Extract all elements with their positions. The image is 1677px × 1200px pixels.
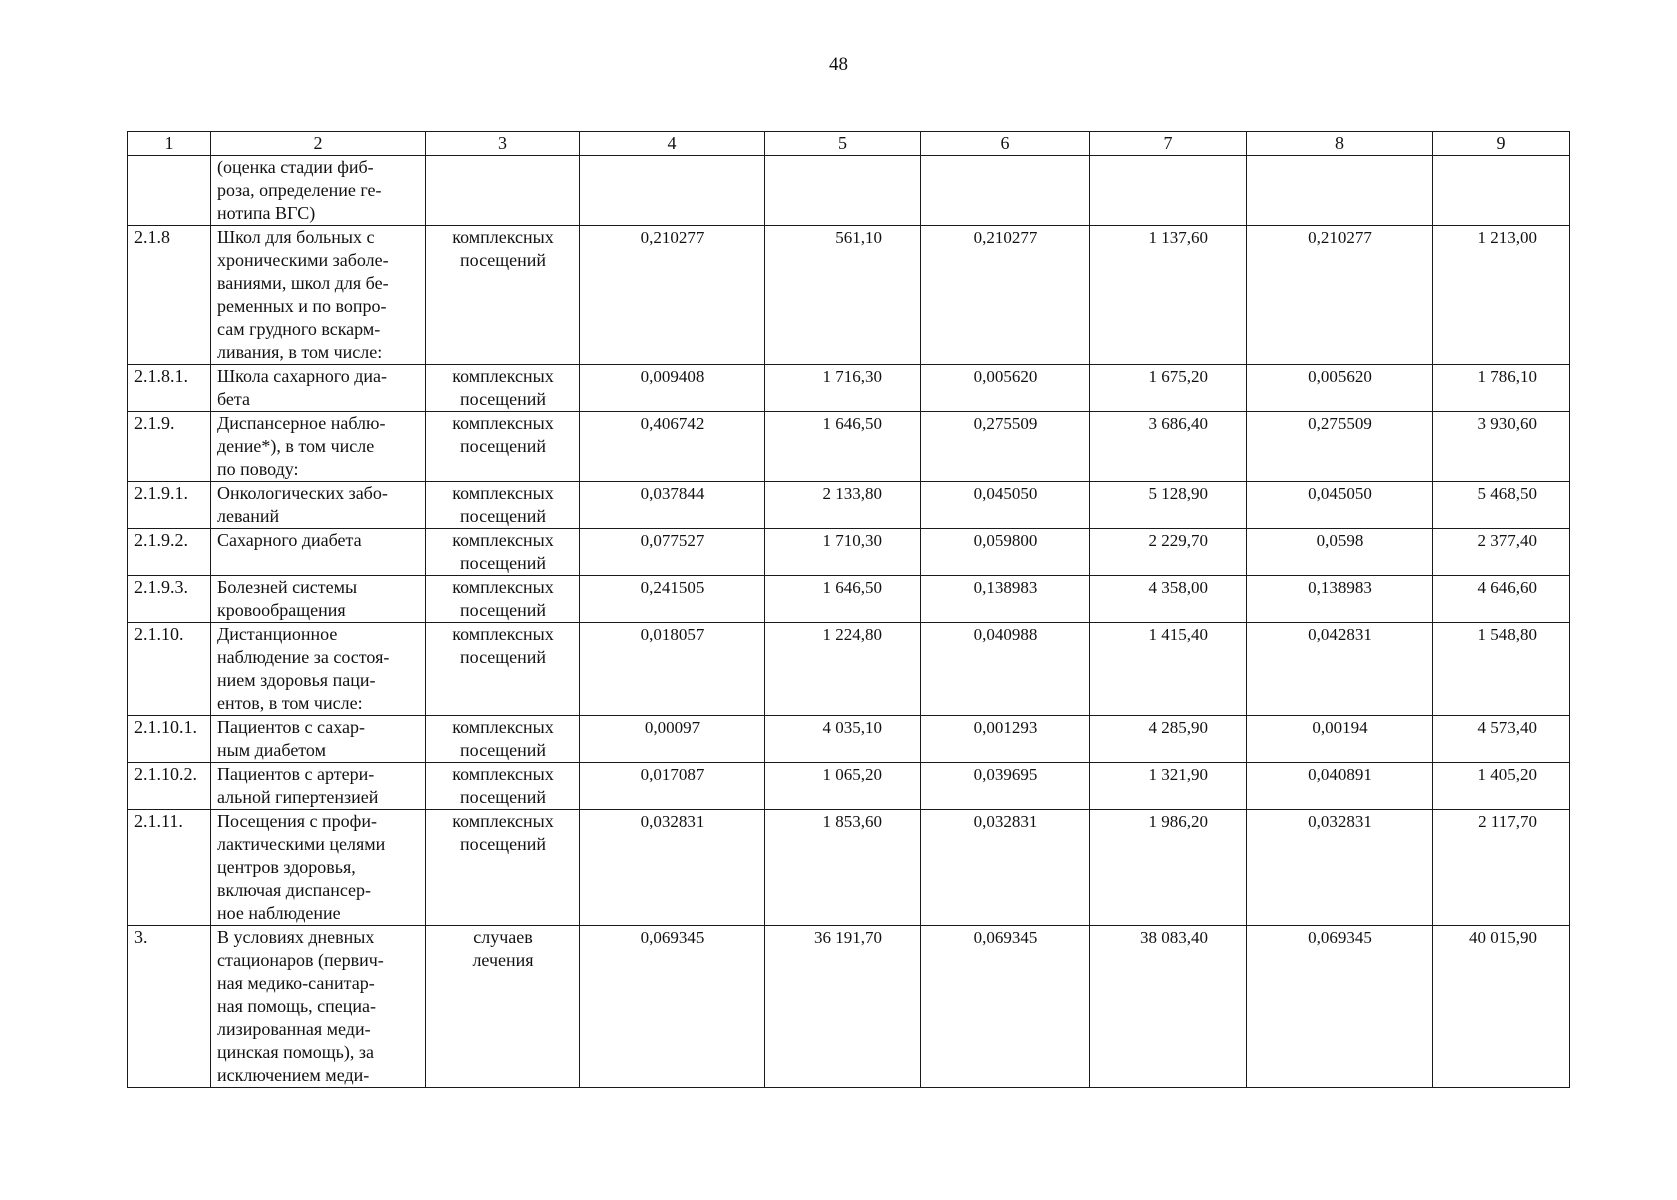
row-unit-cell xyxy=(426,226,580,365)
row-name-line: включая диспансер- xyxy=(217,880,372,900)
row-number-cell: 2.1.9. xyxy=(128,412,211,482)
row-value-cell: 0,210277 xyxy=(580,226,765,365)
row-value-cell: 1 321,90 xyxy=(1090,763,1247,810)
row-name-line: Школа сахарного диа- xyxy=(217,366,388,386)
row-value-cell: 0,069345 xyxy=(580,926,765,1088)
header-cell: 7 xyxy=(1090,132,1247,156)
row-name-line: бета xyxy=(217,389,250,409)
row-value-cell: 0,009408 xyxy=(580,365,765,412)
row-number-cell: 2.1.10.2. xyxy=(128,763,211,810)
row-value-cell xyxy=(765,156,921,226)
row-number-cell: 2.1.9.1. xyxy=(128,482,211,529)
table-row xyxy=(128,529,1570,576)
row-name-cell xyxy=(211,482,426,529)
header-cell: 2 xyxy=(211,132,426,156)
row-value-cell: 1 224,80 xyxy=(765,623,921,716)
row-unit-line: случаев xyxy=(473,927,533,947)
row-number-cell: 2.1.8 xyxy=(128,226,211,365)
table-row xyxy=(128,623,1570,716)
row-name-cell xyxy=(211,576,426,623)
row-name-line: Школ для больных с xyxy=(217,227,375,247)
row-value-cell: 40 015,90 xyxy=(1433,926,1570,1088)
row-value-cell: 4 285,90 xyxy=(1090,716,1247,763)
row-unit-line: посещений xyxy=(459,600,547,620)
data-table xyxy=(127,131,1570,1088)
row-name-cell xyxy=(211,810,426,926)
row-value-cell: 4 573,40 xyxy=(1433,716,1570,763)
row-value-cell: 2 117,70 xyxy=(1433,810,1570,926)
row-unit-line: посещений xyxy=(459,553,547,573)
row-value-cell: 0,00194 xyxy=(1247,716,1433,763)
row-name-line: Посещения с профи- xyxy=(217,811,377,831)
row-value-cell: 0,018057 xyxy=(580,623,765,716)
row-unit-cell xyxy=(426,810,580,926)
row-value-cell: 36 191,70 xyxy=(765,926,921,1088)
row-unit-cell xyxy=(426,716,580,763)
header-row xyxy=(128,132,1570,156)
row-value-cell xyxy=(1433,156,1570,226)
row-value-cell: 0,042831 xyxy=(1247,623,1433,716)
row-number-cell: 3. xyxy=(128,926,211,1088)
row-value-cell: 0,045050 xyxy=(1247,482,1433,529)
row-number-cell: 2.1.10.1. xyxy=(128,716,211,763)
row-name-cell xyxy=(211,156,426,226)
row-name-cell xyxy=(211,529,426,576)
row-name-line: стационаров (первич- xyxy=(217,950,384,970)
row-value-cell: 0,00097 xyxy=(580,716,765,763)
row-name-line: альной гипертензией xyxy=(217,787,379,807)
row-name-line: роза, определение ге- xyxy=(217,180,382,200)
row-value-cell: 5 128,90 xyxy=(1090,482,1247,529)
row-unit-line: посещений xyxy=(459,740,547,760)
row-name-line: сам грудного вскарм- xyxy=(217,319,381,339)
row-value-cell: 0,045050 xyxy=(921,482,1090,529)
row-name-cell xyxy=(211,763,426,810)
row-value-cell: 1 213,00 xyxy=(1433,226,1570,365)
row-value-cell: 1 710,30 xyxy=(765,529,921,576)
table-row xyxy=(128,365,1570,412)
table-row xyxy=(128,226,1570,365)
table-row xyxy=(128,576,1570,623)
row-unit-line: комплексных xyxy=(452,624,554,644)
row-value-cell: 3 686,40 xyxy=(1090,412,1247,482)
row-value-cell: 1 646,50 xyxy=(765,412,921,482)
row-name-line: дение*), в том числе xyxy=(217,436,375,456)
row-unit-line: посещений xyxy=(459,389,547,409)
row-value-cell: 2 133,80 xyxy=(765,482,921,529)
row-value-cell: 4 035,10 xyxy=(765,716,921,763)
row-name-line: кровообращения xyxy=(217,600,346,620)
page-number: 48 xyxy=(829,54,848,75)
row-value-cell: 0,001293 xyxy=(921,716,1090,763)
row-unit-line: посещений xyxy=(459,250,547,270)
row-value-cell: 1 675,20 xyxy=(1090,365,1247,412)
row-value-cell: 0,069345 xyxy=(1247,926,1433,1088)
row-name-cell xyxy=(211,412,426,482)
row-value-cell: 1 548,80 xyxy=(1433,623,1570,716)
row-unit-line: комплексных xyxy=(452,227,554,247)
row-value-cell: 0,032831 xyxy=(580,810,765,926)
table-row xyxy=(128,716,1570,763)
row-unit-line: лечения xyxy=(472,950,534,970)
row-unit-line: комплексных xyxy=(452,577,554,597)
row-value-cell: 1 646,50 xyxy=(765,576,921,623)
row-name-line: наблюдение за состоя- xyxy=(217,647,390,667)
row-name-line: леваний xyxy=(217,506,280,526)
row-unit-line: комплексных xyxy=(452,483,554,503)
table-row xyxy=(128,412,1570,482)
row-unit-cell xyxy=(426,482,580,529)
row-value-cell: 2 377,40 xyxy=(1433,529,1570,576)
row-value-cell: 1 786,10 xyxy=(1433,365,1570,412)
row-value-cell: 1 716,30 xyxy=(765,365,921,412)
row-name-line: по поводу: xyxy=(217,459,299,479)
row-name-line: ное наблюдение xyxy=(217,903,341,923)
row-name-line: ваниями, школ для бе- xyxy=(217,273,389,293)
row-value-cell: 0,210277 xyxy=(1247,226,1433,365)
header-cell: 3 xyxy=(426,132,580,156)
header-cell: 1 xyxy=(128,132,211,156)
header-cell: 4 xyxy=(580,132,765,156)
row-number-cell: 2.1.8.1. xyxy=(128,365,211,412)
row-name-line: Диспансерное наблю- xyxy=(217,413,386,433)
row-name-line: хроническими заболе- xyxy=(217,250,389,270)
row-name-line: нотипа ВГС) xyxy=(217,203,316,223)
row-name-cell xyxy=(211,226,426,365)
row-name-line: ным диабетом xyxy=(217,740,326,760)
row-value-cell xyxy=(921,156,1090,226)
row-value-cell: 1 853,60 xyxy=(765,810,921,926)
header-cell: 9 xyxy=(1433,132,1570,156)
row-value-cell: 1 137,60 xyxy=(1090,226,1247,365)
row-value-cell: 1 986,20 xyxy=(1090,810,1247,926)
row-value-cell: 0,059800 xyxy=(921,529,1090,576)
row-value-cell: 0,037844 xyxy=(580,482,765,529)
row-name-line: ентов, в том числе: xyxy=(217,693,363,713)
row-unit-line: комплексных xyxy=(452,764,554,784)
row-unit-cell xyxy=(426,623,580,716)
row-name-line: В условиях дневных xyxy=(217,927,375,947)
row-value-cell: 0,040988 xyxy=(921,623,1090,716)
row-name-line: Болезней системы xyxy=(217,577,358,597)
row-name-cell xyxy=(211,716,426,763)
row-name-line: (оценка стадии фиб- xyxy=(217,157,374,177)
row-value-cell: 0,138983 xyxy=(921,576,1090,623)
row-value-cell xyxy=(1090,156,1247,226)
header-cell: 8 xyxy=(1247,132,1433,156)
row-name-cell xyxy=(211,623,426,716)
row-value-cell: 1 415,40 xyxy=(1090,623,1247,716)
row-name-line: нием здоровья паци- xyxy=(217,670,376,690)
row-unit-line: комплексных xyxy=(452,530,554,550)
row-name-line: лизированная меди- xyxy=(217,1019,371,1039)
row-value-cell xyxy=(1247,156,1433,226)
row-value-cell: 5 468,50 xyxy=(1433,482,1570,529)
row-unit-line: комплексных xyxy=(452,366,554,386)
row-value-cell: 38 083,40 xyxy=(1090,926,1247,1088)
row-value-cell xyxy=(580,156,765,226)
row-name-line: цинская помощь), за xyxy=(217,1042,374,1062)
row-name-line: ременных и по вопро- xyxy=(217,296,387,316)
row-name-line: Онкологических забо- xyxy=(217,483,388,503)
row-name-line: Дистанционное xyxy=(217,624,338,644)
row-value-cell: 0,210277 xyxy=(921,226,1090,365)
row-unit-line: посещений xyxy=(459,647,547,667)
row-name-line: ная помощь, специа- xyxy=(217,996,377,1016)
row-unit-cell xyxy=(426,156,580,226)
row-value-cell: 1 405,20 xyxy=(1433,763,1570,810)
header-cell: 6 xyxy=(921,132,1090,156)
row-value-cell: 0,005620 xyxy=(921,365,1090,412)
row-name-cell xyxy=(211,365,426,412)
table-row xyxy=(128,482,1570,529)
row-value-cell: 4 646,60 xyxy=(1433,576,1570,623)
row-name-line: Сахарного диабета xyxy=(217,530,362,550)
table-body xyxy=(128,156,1570,1088)
row-unit-line: посещений xyxy=(459,436,547,456)
row-name-line: исключением меди- xyxy=(217,1065,370,1085)
row-number-cell: 2.1.10. xyxy=(128,623,211,716)
row-value-cell: 0,069345 xyxy=(921,926,1090,1088)
header-cell: 5 xyxy=(765,132,921,156)
row-unit-cell xyxy=(426,529,580,576)
row-unit-cell xyxy=(426,763,580,810)
row-value-cell: 3 930,60 xyxy=(1433,412,1570,482)
row-unit-cell xyxy=(426,412,580,482)
row-name-line: Пациентов с артери- xyxy=(217,764,375,784)
row-value-cell: 4 358,00 xyxy=(1090,576,1247,623)
row-name-line: ливания, в том числе: xyxy=(217,342,383,362)
row-unit-line: комплексных xyxy=(452,717,554,737)
row-value-cell: 0,032831 xyxy=(1247,810,1433,926)
row-value-cell: 0,275509 xyxy=(1247,412,1433,482)
row-unit-line: посещений xyxy=(459,834,547,854)
row-name-cell xyxy=(211,926,426,1088)
row-number-cell xyxy=(128,156,211,226)
row-name-line: центров здоровья, xyxy=(217,857,356,877)
row-unit-line: комплексных xyxy=(452,413,554,433)
row-value-cell: 0,017087 xyxy=(580,763,765,810)
row-number-cell: 2.1.9.3. xyxy=(128,576,211,623)
row-name-line: лактическими целями xyxy=(217,834,386,854)
row-value-cell: 0,241505 xyxy=(580,576,765,623)
row-value-cell: 0,005620 xyxy=(1247,365,1433,412)
row-unit-cell xyxy=(426,576,580,623)
row-value-cell: 1 065,20 xyxy=(765,763,921,810)
row-unit-line: посещений xyxy=(459,787,547,807)
row-unit-line: посещений xyxy=(459,506,547,526)
row-name-line: Пациентов с сахар- xyxy=(217,717,365,737)
row-unit-cell xyxy=(426,926,580,1088)
row-name-line: ная медико-санитар- xyxy=(217,973,375,993)
table-row xyxy=(128,156,1570,226)
row-value-cell: 0,040891 xyxy=(1247,763,1433,810)
row-value-cell: 561,10 xyxy=(765,226,921,365)
row-unit-cell xyxy=(426,365,580,412)
table-row xyxy=(128,763,1570,810)
table-row xyxy=(128,810,1570,926)
row-value-cell: 0,039695 xyxy=(921,763,1090,810)
row-value-cell: 0,077527 xyxy=(580,529,765,576)
row-value-cell: 0,406742 xyxy=(580,412,765,482)
row-number-cell: 2.1.11. xyxy=(128,810,211,926)
table-row xyxy=(128,926,1570,1088)
row-value-cell: 0,0598 xyxy=(1247,529,1433,576)
row-value-cell: 0,275509 xyxy=(921,412,1090,482)
row-value-cell: 0,138983 xyxy=(1247,576,1433,623)
row-value-cell: 0,032831 xyxy=(921,810,1090,926)
row-unit-line: комплексных xyxy=(452,811,554,831)
row-number-cell: 2.1.9.2. xyxy=(128,529,211,576)
row-value-cell: 2 229,70 xyxy=(1090,529,1247,576)
